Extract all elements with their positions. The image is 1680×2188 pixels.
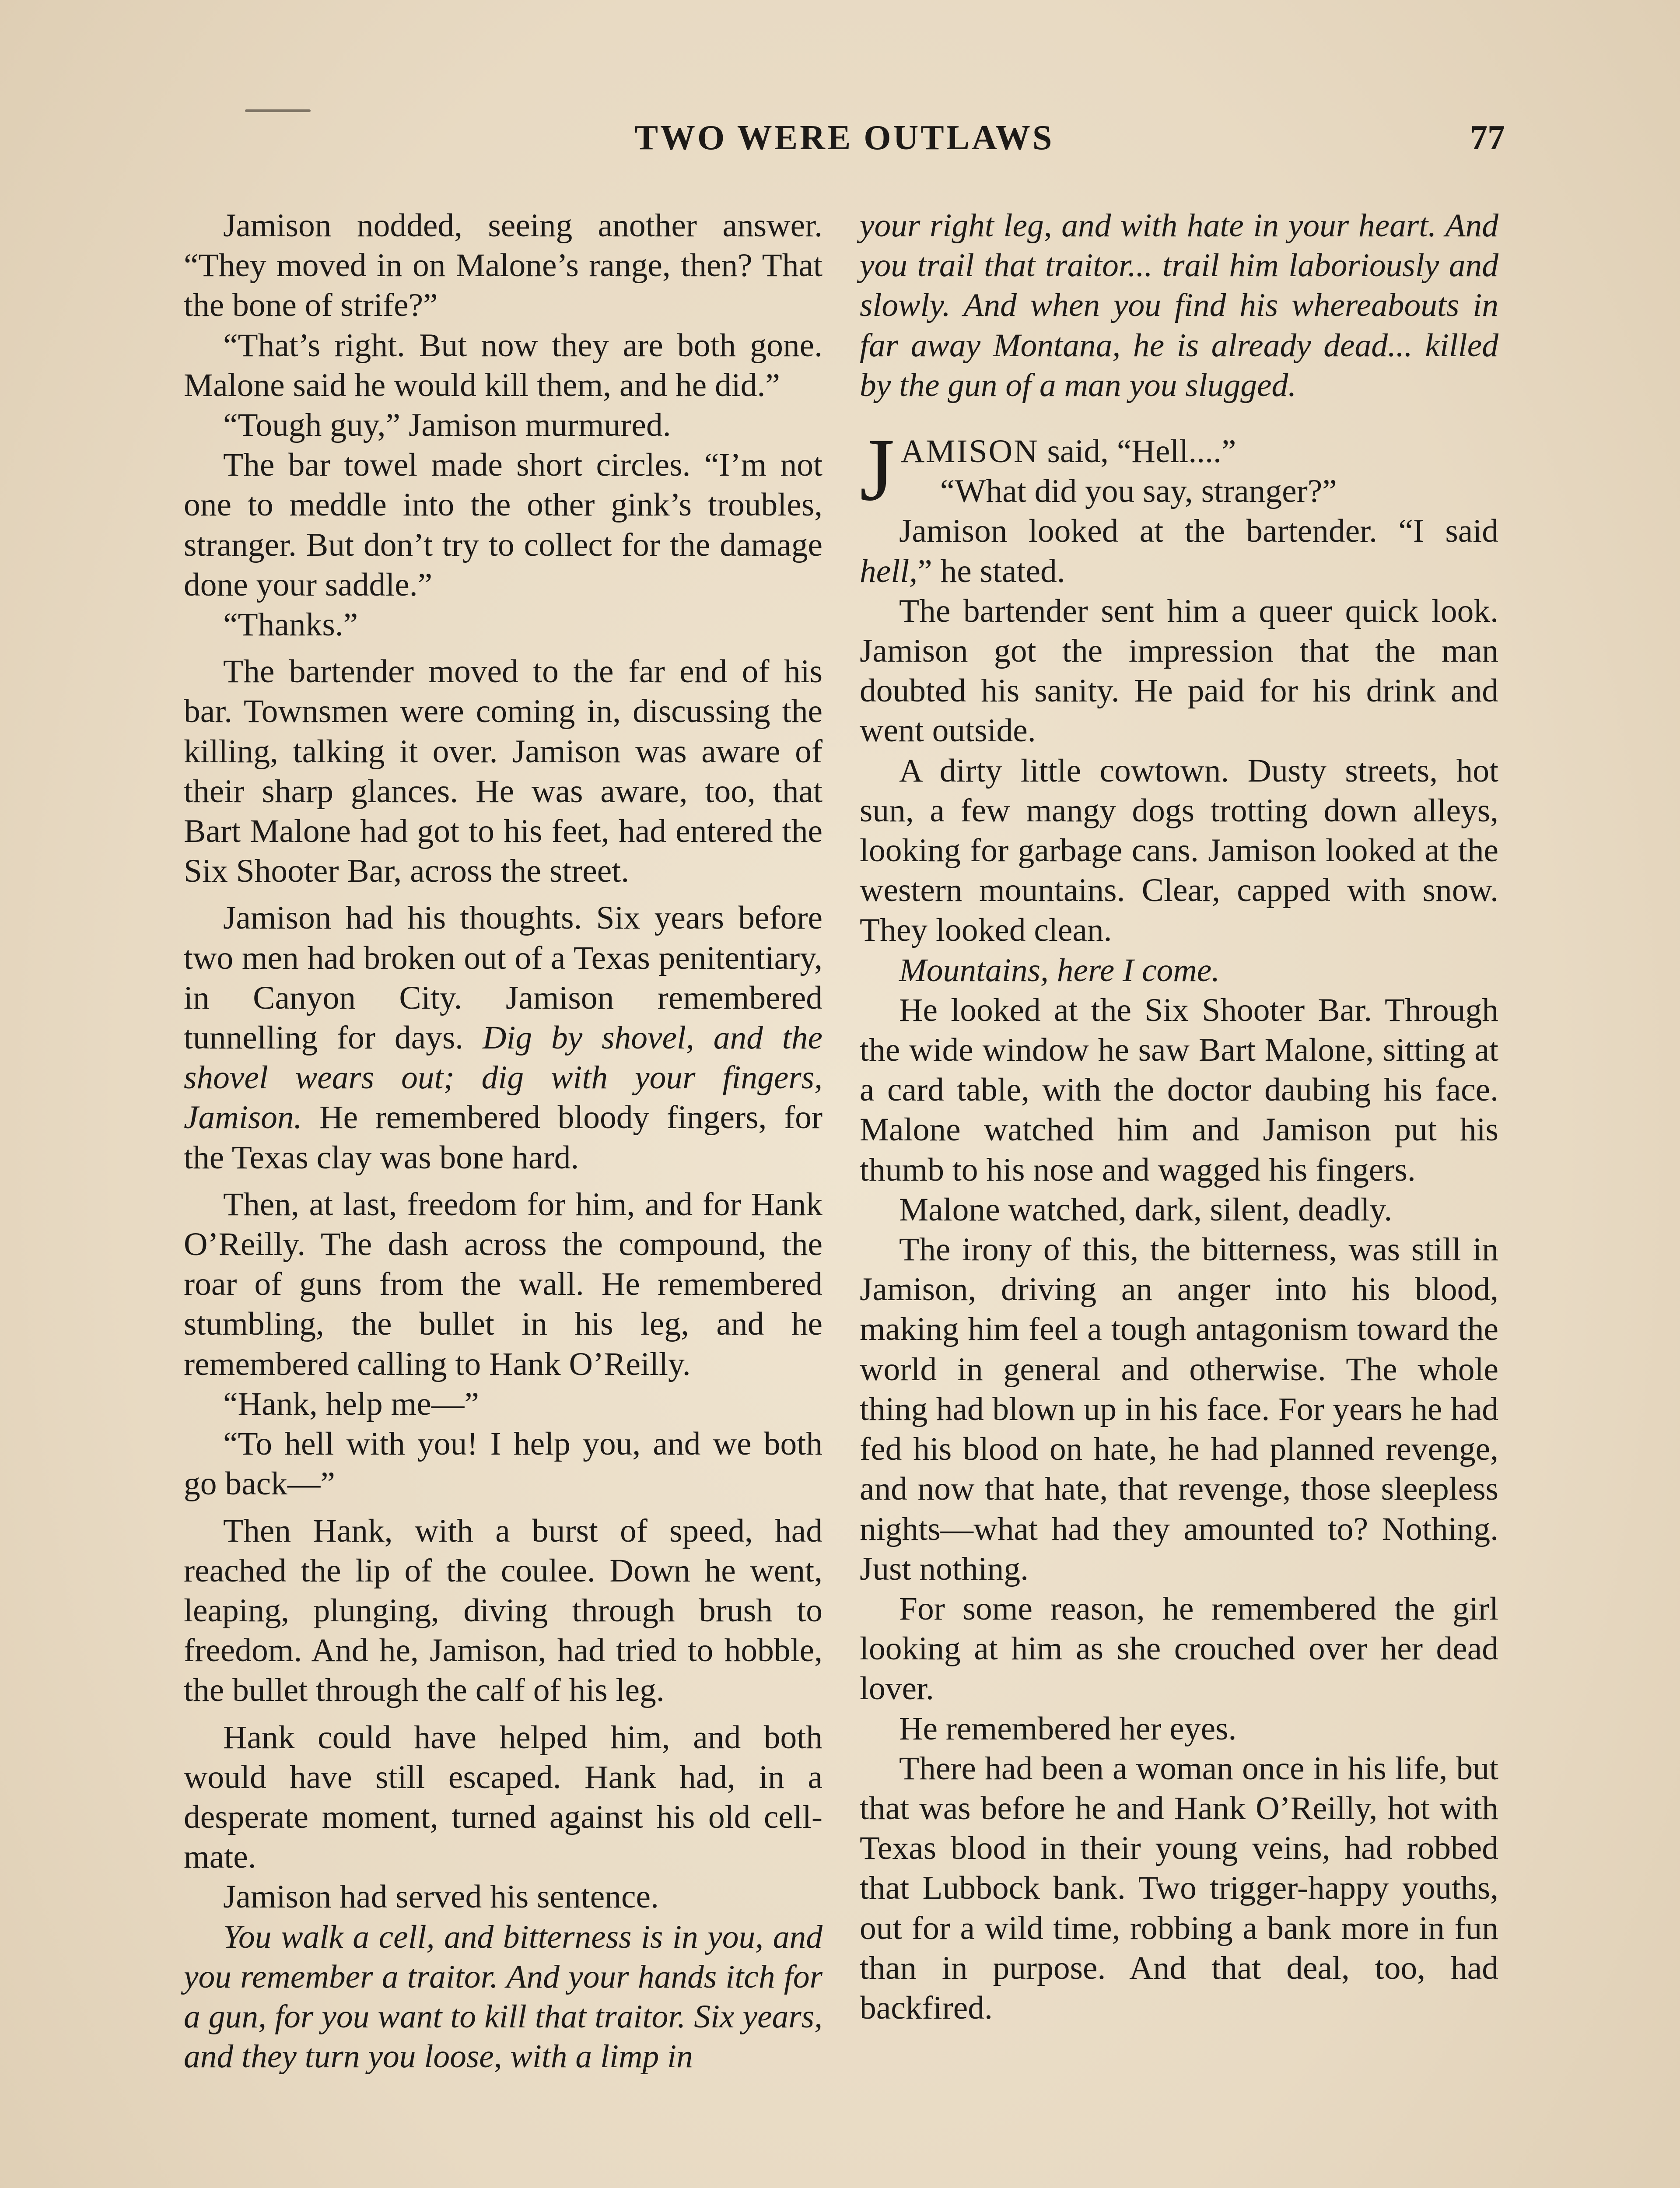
paragraph-text: Jamison had his thoughts. Six years before two men had broken out of a Texas penitentiary, in Canyon City. Jamison remembered tunnelling for days.: [184, 900, 822, 1056]
italic-line: Mountains, here I come.: [899, 952, 1220, 989]
italic-passage: your right leg, and with hate in your heart. And you trail that traitor... trail him laboriously and slowly. And when you find his whereabouts in far away Montana, he is already dead... killed by the gun of a man you slugged.: [860, 207, 1498, 403]
paragraph: Jamison nodded, seeing another answer. “They moved in on Malone’s range, then? That the bone of strife?”: [184, 207, 822, 324]
paragraph: “What did you say, stranger?”: [940, 473, 1337, 510]
paragraph: A dirty little cowtown. Dusty streets, hot sun, a few mangy dogs trotting down alleys, looking for garbage cans. Jamison looked at the western mountains. Clear, capped with snow. They looked clean.: [860, 752, 1498, 949]
paragraph: The bartender sent him a queer quick look. Jamison got the impression that the man doubted his sanity. He paid for his drink and went outside.: [860, 593, 1498, 749]
paragraph: “That’s right. But now they are both gone. Malone said he would kill them, and he did.”: [184, 327, 822, 403]
paragraph-text: He remembered bloody fingers, for the Texas clay was bone hard.: [184, 1099, 822, 1176]
paragraph: He remembered her eyes.: [899, 1710, 1237, 1747]
paragraph: For some reason, he remembered the girl looking at him as she crouched over her dead lover.: [860, 1590, 1498, 1707]
paragraph-text: ” he stated.: [917, 553, 1065, 589]
running-title: TWO WERE OUTLAWS: [634, 119, 1054, 157]
paragraph: Then, at last, freedom for him, and for Hank O’Reilly. The dash across the compound, the roar of guns from the wall. He remembered stumbling, the bullet in his leg, and he remembered calling to Hank O’Reilly.: [184, 1186, 822, 1382]
paragraph: He looked at the Six Shooter Bar. Through the wide window he saw Bart Malone, sitting at a card table, with the doctor daubing his face. Malone watched him and Jamison put his thumb to his nose and wagged his fingers.: [860, 992, 1498, 1188]
paragraph-text: said, “Hell....”: [1039, 433, 1236, 470]
paragraph: Malone watched, dark, silent, deadly.: [899, 1191, 1393, 1228]
paragraph: Jamison had served his sentence.: [223, 1879, 659, 1915]
ink-smudge: [245, 109, 311, 112]
left-text-column: [184, 206, 822, 2076]
italic-memory: Dig by shovel, and the shovel wears out; dig with your fingers, Jamison.: [184, 1020, 822, 1136]
right-text-column: [860, 206, 1498, 2028]
paragraph: [860, 511, 1498, 591]
page-number: 77: [1470, 119, 1505, 157]
paragraph: “Tough guy,” Jamison murmured.: [223, 407, 671, 444]
paragraph: Hank could have helped him, and both would have still escaped. Hank had, in a desperate moment, turned against his old cell-mate.: [184, 1719, 822, 1876]
paragraph: “To hell with you! I help you, and we both go back—”: [184, 1426, 822, 1502]
paragraph: Then Hank, with a burst of speed, had reached the lip of the coulee. Down he went, leaping, plunging, diving through brush to freedom. And he, Jamison, had tried to hobble, the bullet through the calf of his leg.: [184, 1512, 822, 1709]
drop-cap: J: [860, 420, 895, 520]
paragraph: “Hank, help me—”: [223, 1385, 479, 1422]
paragraph: The bar towel made short circles. “I’m not one to meddle into the other gink’s troubles, stranger. But don’t try to collect for the damage done your saddle.”: [184, 447, 822, 603]
paragraph-text: Jamison looked at the bartender. “I said: [899, 513, 1498, 550]
paragraph: The irony of this, the bitterness, was still in Jamison, driving an anger into his blood, making him feel a tough antagonism toward the world in general and otherwise. The whole thing had blown up in his face. For years he had fed his blood on hate, he had planned revenge, and now that hate, that revenge, those sleepless nights—what had they amounted to? Nothing. Just nothing.: [860, 1231, 1498, 1587]
small-caps-word: AMISON: [900, 433, 1039, 470]
paragraph: [184, 898, 822, 1177]
italic-passage: You walk a cell, and bitterness is in you, and you remember a traitor. And your hands itch for a gun, for you want to kill that traitor. Six years, and they turn you loose, with a limp in: [184, 1918, 822, 2075]
paragraph: There had been a woman once in his life, but that was before he and Hank O’Reilly, hot with Texas blood in their young veins, had robbed that Lubbock bank. Two trigger-happy youths, out for a wild time, robbing a bank more in fun than in purpose. And that deal, too, had backfired.: [860, 1750, 1498, 2026]
paragraph: “Thanks.”: [223, 607, 358, 643]
italic-word: hell,: [860, 553, 918, 589]
page-header: [184, 118, 1505, 166]
paragraph: The bartender moved to the far end of his bar. Townsmen were coming in, discussing the killing, talking it over. Jamison was aware of their sharp glances. He was aware, too, that Bart Malone had got to his feet, had entered the Six Shooter Bar, across the street.: [184, 653, 822, 890]
